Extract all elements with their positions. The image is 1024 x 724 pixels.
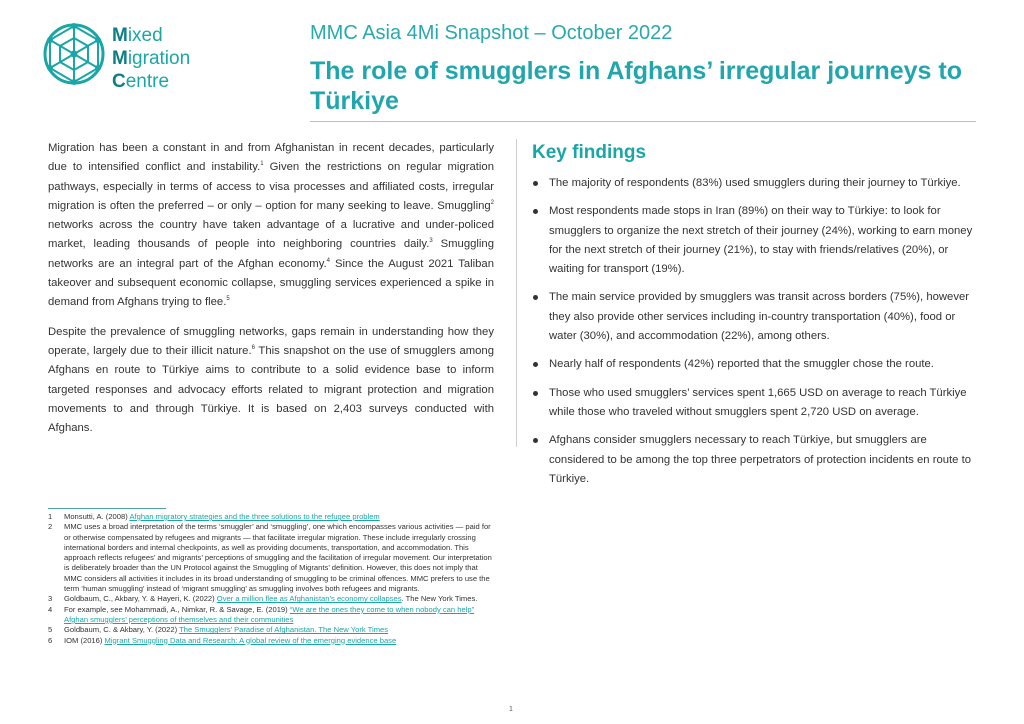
footnotes <box>48 512 494 646</box>
footnote-number: 4 <box>48 604 53 614</box>
text-run: Goldbaum, C., Akbary, Y. & Hayeri, K. (2022) <box>64 594 217 604</box>
page-title: The role of smugglers in Afghans’ irregular journeys to Türkiye <box>310 57 962 115</box>
intro-paragraph <box>48 323 494 439</box>
footnote-ref: 1 <box>260 161 264 168</box>
footnote <box>48 605 494 626</box>
text-run: . The New York Times. <box>401 594 478 604</box>
page-number: 1 <box>509 706 513 713</box>
source-link[interactable]: Migrant Smuggling Data and Research: A global review of the emerging evidence base <box>104 635 397 645</box>
logo-line: Mixed <box>112 25 163 46</box>
footnote-number: 3 <box>48 594 53 604</box>
footnote-number: 2 <box>48 522 53 532</box>
footnote-ref: 3 <box>429 238 433 245</box>
footnote <box>48 636 494 646</box>
intro-paragraph <box>48 139 494 313</box>
footnote <box>48 512 494 522</box>
footnote-text <box>64 522 494 594</box>
intro-section <box>48 139 494 448</box>
text-run: networks across the country have taken advantage of a lucrative and under-policed market, leading thousands of people into neighboring countries daily. <box>48 219 494 251</box>
globe-network-icon <box>42 22 106 86</box>
source-link[interactable]: Over a million flee as Afghanistan’s economy collapses <box>216 594 402 604</box>
text-run: Since the August 2021 Taliban takeover and subsequent economic collapse, smuggling services experienced a spike in demand from Afghans trying to flee. <box>48 257 495 309</box>
text-run: MMC uses a broad interpretation of the terms ‘smuggler’ and ‘smuggling’, one which encompasses various activities — paid for or otherwise compensated by refugees and migrants — that facilitate irregular migration. These include irregularly crossing international borders and internal checkpoints, as well as providing documents, transportation, and accommodation. This approach reflects refugees’ and migrants’ perceptions of smuggling and the facilitation of irregular movement. Our interpretation is deliberately broader than the UN Protocol against the Smuggling of Migrants’ definition. However, this does not imply that MMC considers all activities it includes in its broad understanding of smuggling to be criminal offences. MMC prefers to use the term ‘human smuggling’ instead of ‘migrant smuggling’ as smuggling involves both refugees and migrants. <box>64 522 492 594</box>
text-run: Despite the prevalence of smuggling networks, gaps remain in understanding how they operate, largely due to their illicit nature. <box>48 325 494 357</box>
source-link[interactable]: The Smugglers’ Paradise of Afghanistan. The New York Times <box>179 625 389 635</box>
key-finding-item: Nearly half of respondents (42%) reported that the smuggler chose the route. <box>532 355 976 374</box>
text-run: Smuggling networks are an integral part of the Afghan economy. <box>48 238 494 270</box>
text-run: For example, see Mohammadi, A., Nimkar, R. & Savage, E. (2019) <box>64 604 290 614</box>
source-link[interactable]: “We are the ones they come to when nobody can help” Afghan smugglers’ perceptions of themselves and their communities <box>64 604 475 624</box>
source-link[interactable]: Afghan migratory strategies and the three solutions to the refugee problem <box>129 512 380 521</box>
logo-wordmark <box>112 24 190 93</box>
text-run: This snapshot on the use of smugglers among Afghans en route to Türkiye aims to contribute to a solid evidence base to inform targeted responses and advocacy efforts related to migrant protection and migration movements to and through Türkiye. It is based on 2,403 surveys conducted with Afghans. <box>48 344 494 435</box>
footnote <box>48 522 494 594</box>
text-run: Monsutti, A. (2008) <box>64 512 130 521</box>
header-divider <box>310 121 976 122</box>
footnote-text <box>64 512 494 522</box>
logo-line: Migration <box>112 48 191 69</box>
snapshot-subtitle: MMC Asia 4Mi Snapshot – October 2022 <box>310 22 673 44</box>
footnote-ref: 5 <box>226 296 230 303</box>
key-findings-section <box>532 142 976 498</box>
text-run: IOM (2016) <box>64 635 105 645</box>
footnote-ref: 2 <box>490 200 494 207</box>
footnote-number: 5 <box>48 625 53 635</box>
footnote-number: 1 <box>48 512 53 521</box>
text-run: Goldbaum, C. & Akbary, Y. (2022) <box>64 625 180 635</box>
key-findings-list <box>532 174 976 489</box>
footnote-number: 6 <box>48 635 53 645</box>
footnote-text <box>64 605 494 626</box>
mmc-logo <box>42 22 242 94</box>
key-findings-heading: Key findings <box>532 142 647 163</box>
logo-line: Centre <box>112 71 170 92</box>
footnote-ref: 6 <box>251 345 255 352</box>
key-finding-item: The majority of respondents (83%) used smugglers during their journey to Türkiye. <box>532 174 976 193</box>
footnote-text <box>64 594 494 604</box>
key-finding-item: The main service provided by smugglers was transit across borders (75%), however they also provide other services including in-country transportation (40%), food or water (30%), and accommodation (22%), among others. <box>532 288 976 346</box>
column-divider <box>516 139 517 447</box>
footnote-text <box>64 625 494 635</box>
text-run: Given the restrictions on regular migration pathways, especially in terms of access to visa processes and affiliated costs, irregular migration is often the preferred – or only – option for many seeking to leave. Smuggling <box>48 161 494 212</box>
footnote-divider <box>48 508 166 509</box>
footnote-ref: 4 <box>326 258 331 265</box>
key-finding-item: Those who used smugglers’ services spent 1,665 USD on average to reach Türkiye while those who traveled without smugglers spent 2,720 USD on average. <box>532 384 976 423</box>
key-finding-item: Afghans consider smugglers necessary to reach Türkiye, but smugglers are considered to be among the top three perpetrators of protection incidents en route to Türkiye. <box>532 431 976 489</box>
footnote-text <box>64 636 494 646</box>
footnote <box>48 594 494 604</box>
text-run: Migration has been a constant in and from Afghanistan in recent decades, particularly due to intensified conflict and instability. <box>48 142 494 174</box>
key-finding-item: Most respondents made stops in Iran (89%) on their way to Türkiye: to look for smugglers to organize the next stretch of their journey (24%), working to earn money for the next stretch of their journey (21%), to stay with friends/relatives (20%), or waiting for transport (19%). <box>532 202 976 279</box>
footnote <box>48 625 494 635</box>
